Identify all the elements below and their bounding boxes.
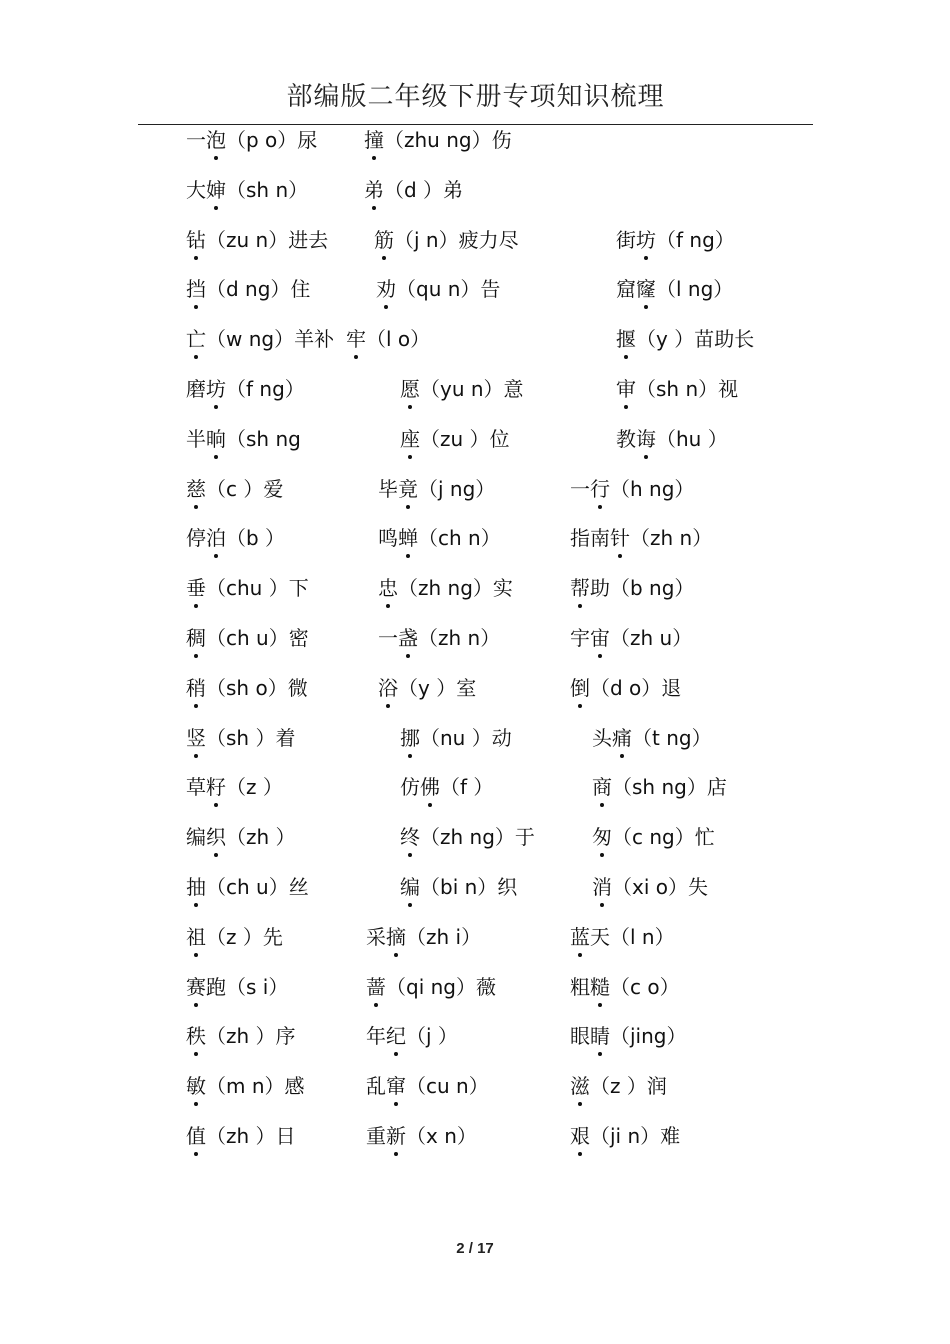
vocab-pinyin: （t ng） [632, 725, 712, 750]
vocab-pinyin: （ch u）密 [206, 625, 309, 650]
dotted-character: 婶 [206, 177, 226, 202]
dotted-character: 针 [610, 526, 630, 551]
dotted-character: 倒 [570, 675, 590, 700]
dotted-character: 睛 [590, 1024, 610, 1049]
vocab-item [186, 425, 301, 453]
page-title: 部编版二年级下册专项知识梳理 [286, 82, 665, 112]
vocab-item [570, 1122, 680, 1150]
dotted-character: 行 [590, 476, 610, 501]
vocab-prefix: 一 [570, 476, 590, 501]
vocab-pinyin: 天（l n） [590, 924, 675, 949]
vocab-pinyin: （ch n） [418, 526, 501, 551]
vocab-item [400, 773, 493, 801]
vocab-pinyin: （chu ）下 [206, 576, 309, 601]
vocab-item [592, 823, 715, 851]
vocab-row [186, 921, 826, 971]
vocab-pinyin: （sh n） [226, 177, 309, 202]
vocab-pinyin: 跑（s i） [206, 974, 289, 999]
dotted-character: 商 [592, 775, 612, 800]
vocab-pinyin: （sh ）着 [206, 725, 296, 750]
vocab-item [616, 375, 738, 403]
vocab-prefix: 草 [186, 775, 206, 800]
dotted-character: 籽 [206, 775, 226, 800]
vocab-pinyin: （zh ng）实 [398, 576, 513, 601]
vocab-item [400, 724, 512, 752]
dotted-character: 消 [592, 874, 612, 899]
dotted-character: 稠 [186, 625, 206, 650]
vocab-pinyin: （zh n） [418, 625, 501, 650]
vocab-row [186, 323, 826, 373]
vocab-pinyin: （sh n）视 [636, 376, 739, 401]
vocab-item [570, 923, 675, 951]
dotted-character: 盏 [398, 625, 418, 650]
vocab-row [186, 174, 826, 224]
vocab-prefix: 指南 [570, 526, 610, 551]
dotted-character: 座 [400, 426, 420, 451]
dotted-character: 宙 [590, 625, 610, 650]
vocab-item [186, 624, 309, 652]
dotted-character: 织 [206, 825, 226, 850]
dotted-character: 蝉 [398, 526, 418, 551]
vocab-pinyin: （c o） [610, 974, 680, 999]
dotted-character: 敏 [186, 1074, 206, 1099]
vocab-prefix: 眼 [570, 1024, 590, 1049]
dotted-character: 慈 [186, 476, 206, 501]
vocab-prefix: 采 [366, 924, 386, 949]
vocab-pinyin: （hu ） [656, 426, 728, 451]
vocab-pinyin: （h ng） [610, 476, 695, 501]
vocab-prefix: 宇 [570, 625, 590, 650]
vocab-item [186, 524, 285, 552]
vocab-item [378, 524, 501, 552]
vocab-item [570, 973, 680, 1001]
dotted-character: 泊 [206, 526, 226, 551]
vocab-prefix: 教 [616, 426, 636, 451]
vocab-row [186, 373, 826, 423]
vocab-pinyin: （d o）退 [590, 675, 682, 700]
vocab-pinyin: （nu ）动 [420, 725, 512, 750]
vocab-item [366, 973, 496, 1001]
vocab-item [616, 275, 733, 303]
vocab-pinyin: （qu n）告 [396, 277, 501, 302]
vocab-pinyin: （p o）尿 [226, 128, 318, 152]
vocab-item [366, 923, 481, 951]
vocab-prefix: 粗 [570, 974, 590, 999]
vocab-item [186, 325, 334, 353]
vocab-item [186, 176, 308, 204]
vocab-pinyin: （zh ng）于 [420, 825, 535, 850]
vocab-pinyin: （z ） [226, 775, 283, 800]
vocab-pinyin: （zh ） [226, 825, 296, 850]
dotted-character: 纪 [386, 1024, 406, 1049]
vocab-item [186, 674, 308, 702]
dotted-character: 坊 [636, 227, 656, 252]
vocab-item [570, 574, 694, 602]
dotted-character: 筋 [374, 227, 394, 252]
vocab-item [376, 275, 500, 303]
vocab-prefix: 半 [186, 426, 206, 451]
dotted-character: 忠 [378, 576, 398, 601]
vocab-row [186, 722, 826, 772]
vocab-pinyin: （z ）先 [206, 924, 283, 949]
vocab-pinyin: （ch u）丝 [206, 874, 309, 899]
dotted-character: 窿 [636, 277, 656, 302]
vocab-item [378, 624, 500, 652]
dotted-character: 窜 [386, 1074, 406, 1099]
vocab-item [186, 1122, 296, 1150]
dotted-character: 佛 [420, 775, 440, 800]
dotted-character: 泡 [206, 128, 226, 152]
vocab-row [186, 1070, 826, 1120]
vocab-item [570, 674, 681, 702]
vocab-item [186, 873, 309, 901]
dotted-character: 诲 [636, 426, 656, 451]
vocab-pinyin: （d ）弟 [384, 177, 464, 202]
vocab-row [186, 572, 826, 622]
vocab-pinyin: （y ）苗助长 [636, 327, 755, 352]
vocab-item [374, 226, 519, 254]
vocab-pinyin: （x n） [406, 1123, 477, 1148]
vocab-item [186, 226, 328, 254]
dotted-character: 终 [400, 825, 420, 850]
vocab-pinyin: （zh u） [610, 625, 693, 650]
vocab-pinyin: （xi o）失 [612, 874, 708, 899]
vocab-item [592, 873, 708, 901]
dotted-character: 值 [186, 1123, 206, 1148]
dotted-character: 审 [616, 376, 636, 401]
vocab-pinyin: （j ） [406, 1024, 458, 1049]
vocab-item [186, 475, 283, 503]
vocab-item [186, 823, 296, 851]
vocab-pinyin: （ji n）难 [590, 1123, 681, 1148]
vocab-pinyin: （zu ）位 [420, 426, 510, 451]
dotted-character: 牢 [346, 327, 366, 352]
vocab-pinyin: （qi ng）薇 [386, 974, 496, 999]
page-number: 2 / 17 [456, 1240, 494, 1257]
vocab-prefix: 仿 [400, 775, 420, 800]
dotted-character: 滋 [570, 1074, 590, 1099]
vocab-pinyin: （zu n）进去 [206, 227, 329, 252]
vocab-prefix: 鸣 [378, 526, 398, 551]
vocab-item [186, 973, 288, 1001]
vocab-item [346, 325, 430, 353]
vocab-item [186, 574, 309, 602]
vocab-pinyin: （f ） [440, 775, 494, 800]
vocab-pinyin: （y ）室 [398, 675, 477, 700]
vocab-item [378, 475, 495, 503]
vocab-pinyin: （j n）疲力尽 [394, 227, 519, 252]
vocab-prefix: 街 [616, 227, 636, 252]
vocab-pinyin: （zh ）日 [206, 1123, 296, 1148]
vocab-pinyin: （yu n）意 [420, 376, 524, 401]
dotted-character: 蓝 [570, 924, 590, 949]
dotted-character: 晌 [206, 426, 226, 451]
vocab-row [186, 871, 826, 921]
vocab-item [186, 724, 295, 752]
vocab-prefix: 停 [186, 526, 206, 551]
vocab-pinyin: （z ）润 [590, 1074, 667, 1099]
dotted-character: 摘 [386, 924, 406, 949]
dotted-character: 钻 [186, 227, 206, 252]
vocab-prefix: 窟 [616, 277, 636, 302]
vocab-item [616, 226, 735, 254]
dotted-character: 竖 [186, 725, 206, 750]
dotted-character: 祖 [186, 924, 206, 949]
vocab-item [364, 126, 512, 154]
vocab-pinyin: （f ng） [656, 227, 735, 252]
dotted-character: 新 [386, 1123, 406, 1148]
dotted-character: 竟 [398, 476, 418, 501]
vocab-pinyin: （bi n）织 [420, 874, 518, 899]
vocab-prefix: 重 [366, 1123, 386, 1148]
vocab-prefix: 一 [186, 128, 206, 152]
vocab-pinyin: （zhu ng）伤 [384, 128, 512, 152]
vocabulary-list [186, 124, 826, 1170]
vocab-item [364, 176, 463, 204]
vocab-item [366, 1022, 458, 1050]
vocab-item [400, 375, 524, 403]
vocab-row [186, 771, 826, 821]
vocab-row [186, 423, 826, 473]
vocab-pinyin: （w ng）羊补 [206, 327, 335, 352]
vocab-item [366, 1072, 489, 1100]
vocab-item [366, 1122, 477, 1150]
vocab-prefix: 头 [592, 725, 612, 750]
vocab-pinyin: 助（b ng） [590, 576, 695, 601]
vocab-pinyin: （f ng） [226, 376, 305, 401]
vocab-pinyin: （d ng）住 [206, 277, 311, 302]
vocab-pinyin: （sh ng）店 [612, 775, 727, 800]
vocab-row [186, 672, 826, 722]
dotted-character: 亡 [186, 327, 206, 352]
vocab-pinyin: （sh o）微 [206, 675, 308, 700]
vocab-pinyin: （c ）爱 [206, 476, 284, 501]
vocab-row [186, 522, 826, 572]
vocab-item [186, 375, 305, 403]
vocab-item [186, 773, 283, 801]
vocab-prefix: 一 [378, 625, 398, 650]
vocab-prefix: 大 [186, 177, 206, 202]
dotted-character: 坊 [206, 376, 226, 401]
vocab-pinyin: （jing） [610, 1024, 687, 1049]
vocab-item [570, 475, 694, 503]
vocab-pinyin: （zh ）序 [206, 1024, 296, 1049]
vocab-pinyin: （sh ng [226, 426, 301, 451]
vocab-item [400, 823, 535, 851]
dotted-character: 艰 [570, 1123, 590, 1148]
vocab-pinyin: （m n）感 [206, 1074, 305, 1099]
dotted-character: 匆 [592, 825, 612, 850]
vocab-item [186, 126, 317, 154]
vocab-item [592, 724, 712, 752]
vocab-pinyin: （b ） [226, 526, 286, 551]
dotted-character: 挪 [400, 725, 420, 750]
dotted-character: 浴 [378, 675, 398, 700]
dotted-character: 垂 [186, 576, 206, 601]
vocab-item [570, 524, 712, 552]
dotted-character: 揠 [616, 327, 636, 352]
vocab-pinyin: （l ng） [656, 277, 734, 302]
vocab-row [186, 821, 826, 871]
vocab-pinyin: （zh i） [406, 924, 482, 949]
dotted-character: 撞 [364, 128, 384, 152]
vocab-prefix: 编 [186, 825, 206, 850]
vocab-row [186, 1120, 826, 1170]
dotted-character: 劝 [376, 277, 396, 302]
vocab-item [570, 624, 692, 652]
vocab-item [186, 275, 310, 303]
dotted-character: 编 [400, 874, 420, 899]
vocab-row [186, 473, 826, 523]
vocab-prefix: 磨 [186, 376, 206, 401]
vocab-item [378, 674, 476, 702]
dotted-character: 糙 [590, 974, 610, 999]
dotted-character: 挡 [186, 277, 206, 302]
dotted-character: 蔷 [366, 974, 386, 999]
vocab-pinyin: （zh n） [630, 526, 713, 551]
vocab-item [570, 1072, 667, 1100]
vocab-item [400, 873, 517, 901]
page-header [138, 72, 813, 125]
dotted-character: 抽 [186, 874, 206, 899]
vocab-row [186, 224, 826, 274]
vocab-pinyin: （j ng） [418, 476, 496, 501]
vocab-item [186, 923, 283, 951]
vocab-pinyin: （c ng）忙 [612, 825, 715, 850]
vocab-prefix: 乱 [366, 1074, 386, 1099]
dotted-character: 愿 [400, 376, 420, 401]
vocab-item [378, 574, 513, 602]
vocab-item [186, 1072, 305, 1100]
vocab-row [186, 1020, 826, 1070]
vocab-item [186, 1022, 296, 1050]
vocab-pinyin: （cu n） [406, 1074, 489, 1099]
vocab-row [186, 273, 826, 323]
dotted-character: 赛 [186, 974, 206, 999]
vocab-item [570, 1022, 686, 1050]
dotted-character: 秩 [186, 1024, 206, 1049]
vocab-row [186, 622, 826, 672]
vocab-row [186, 124, 826, 174]
vocab-item [616, 425, 728, 453]
dotted-character: 帮 [570, 576, 590, 601]
dotted-character: 弟 [364, 177, 384, 202]
vocab-item [592, 773, 727, 801]
vocab-item [616, 325, 754, 353]
dotted-character: 痛 [612, 725, 632, 750]
vocab-prefix: 年 [366, 1024, 386, 1049]
vocab-item [400, 425, 510, 453]
dotted-character: 稍 [186, 675, 206, 700]
vocab-prefix: 毕 [378, 476, 398, 501]
vocab-row [186, 971, 826, 1021]
vocab-pinyin: （l o） [366, 327, 431, 352]
